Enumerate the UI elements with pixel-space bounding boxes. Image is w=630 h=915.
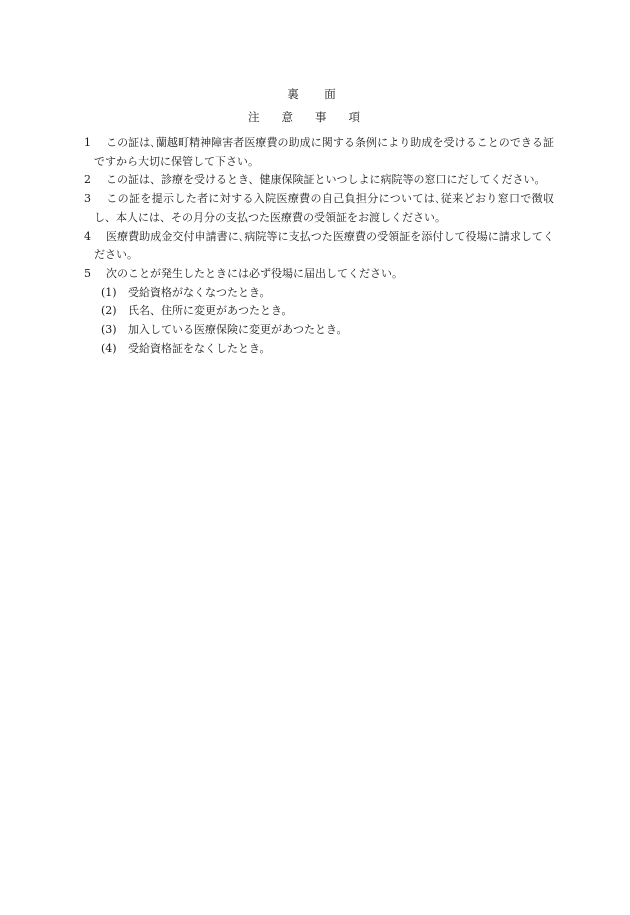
condition-item-1	[84, 284, 554, 303]
condition-item-4	[84, 340, 554, 359]
condition-number: (3)	[101, 323, 117, 337]
note-number: 2	[84, 173, 91, 187]
page-side-label: 裏 面	[287, 87, 343, 101]
notes-list	[84, 134, 554, 358]
note-text: この証は､蘭越町精神障害者医療費の助成に関する条例により助成を受けることのできる証ですから大切に保管して下さい。	[94, 136, 554, 168]
note-item-4	[84, 228, 554, 265]
note-number: 5	[84, 266, 91, 280]
note-text: この証は、診療を受けるとき、健康保険証といつしよに病院等の窓口にだしてください。	[106, 173, 546, 187]
note-number: 1	[84, 136, 91, 149]
note-item-1	[84, 134, 554, 171]
note-item-5	[84, 265, 554, 284]
condition-item-2	[84, 302, 554, 321]
condition-text: 氏名、住所に変更があつたとき。	[128, 304, 293, 318]
condition-item-3	[84, 321, 554, 340]
condition-text: 受給資格がなくなつたとき。	[128, 285, 271, 299]
condition-number: (4)	[101, 341, 117, 355]
condition-number: (1)	[101, 285, 117, 299]
page-heading: 注意事項	[248, 110, 382, 124]
note-item-3	[84, 190, 554, 227]
condition-text: 加入している医療保険に変更があつたとき。	[128, 323, 348, 337]
condition-number: (2)	[101, 304, 117, 318]
note-number: 3	[84, 192, 91, 206]
note-text: 次のことが発生したときには必ず役場に届出してください。	[106, 266, 403, 280]
note-number: 4	[84, 229, 91, 243]
note-text: 医療費助成金交付申請書に､病院等に支払つた医療費の受領証を添付して役場に請求してください。	[94, 229, 554, 262]
condition-text: 受給資格証をなくしたとき。	[128, 341, 271, 355]
note-item-2	[84, 171, 554, 190]
note-text: この証を提示した者に対する入院医療費の自己負担分については､従来どおり窓口で徴収し、本人には、その月分の支払つた医療費の受領証をお渡しください。	[94, 192, 554, 224]
notification-conditions-list	[84, 284, 554, 359]
